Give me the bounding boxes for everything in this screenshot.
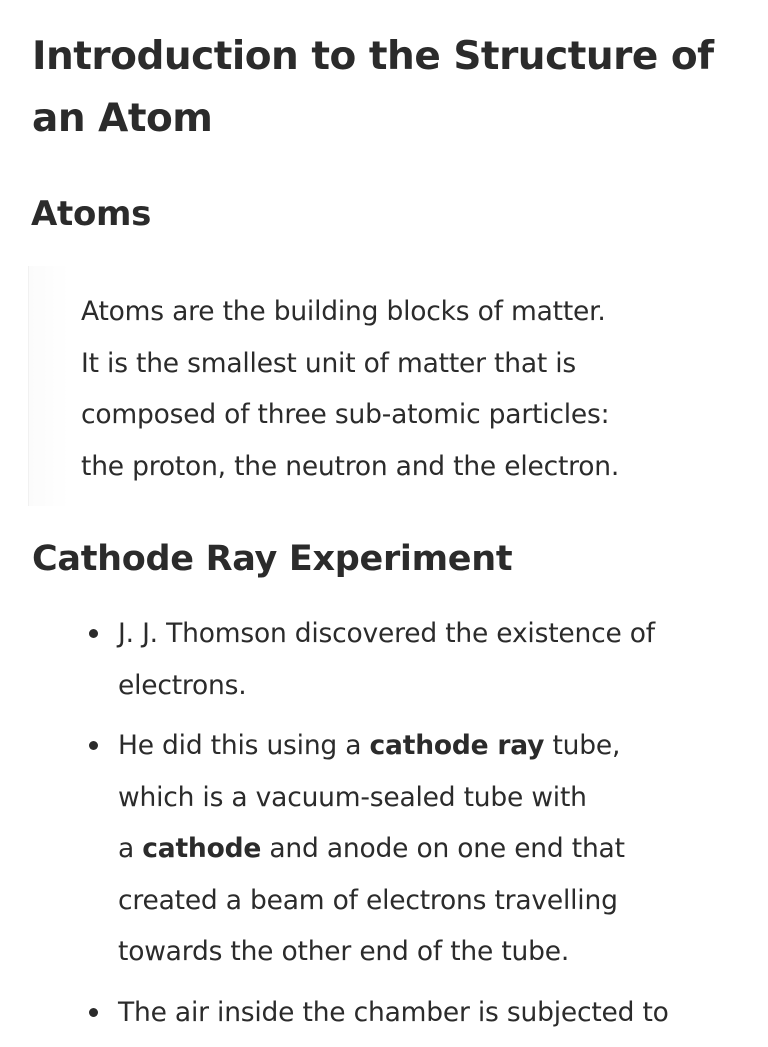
callout-line: composed of three sub-atomic particles: <box>81 399 610 430</box>
list-item <box>0 720 768 978</box>
bullet-icon <box>89 629 98 638</box>
list-item-text: and anode on one end that <box>261 833 625 864</box>
list-item <box>0 608 768 711</box>
list-item-text: He did this using a <box>118 730 370 761</box>
list-item-text: electrons. <box>118 669 247 701</box>
callout-line: Atoms are the building blocks of matter. <box>81 296 606 327</box>
bullet-list <box>0 608 768 1047</box>
callout-text <box>81 286 721 492</box>
section-heading-atoms: Atoms <box>31 194 152 234</box>
list-item-text: J. J. Thomson discovered the existence of <box>118 618 655 649</box>
section-heading-cathode-ray-experiment: Cathode Ray Experiment <box>32 539 513 579</box>
callout-line: It is the smallest unit of matter that is <box>81 347 577 379</box>
bold-term-cathode-ray: cathode ray <box>369 730 545 761</box>
list-item <box>0 987 768 1039</box>
list-item-text: tube, <box>544 730 621 761</box>
bullet-icon <box>89 741 98 750</box>
list-item-text: a <box>118 833 143 864</box>
list-item-text: which is a vacuum-sealed tube with <box>118 781 587 813</box>
page-title: Introduction to the Structure of an Atom <box>32 34 714 141</box>
callout-line: the proton, the neutron and the electron. <box>81 450 620 482</box>
list-item-text: towards the other end of the tube. <box>118 936 570 967</box>
bold-term-cathode: cathode <box>142 833 262 864</box>
list-item-text: The air inside the chamber is subjected to <box>118 996 669 1028</box>
bullet-icon <box>89 1008 98 1017</box>
list-item-text: created a beam of electrons travelling <box>118 884 618 916</box>
